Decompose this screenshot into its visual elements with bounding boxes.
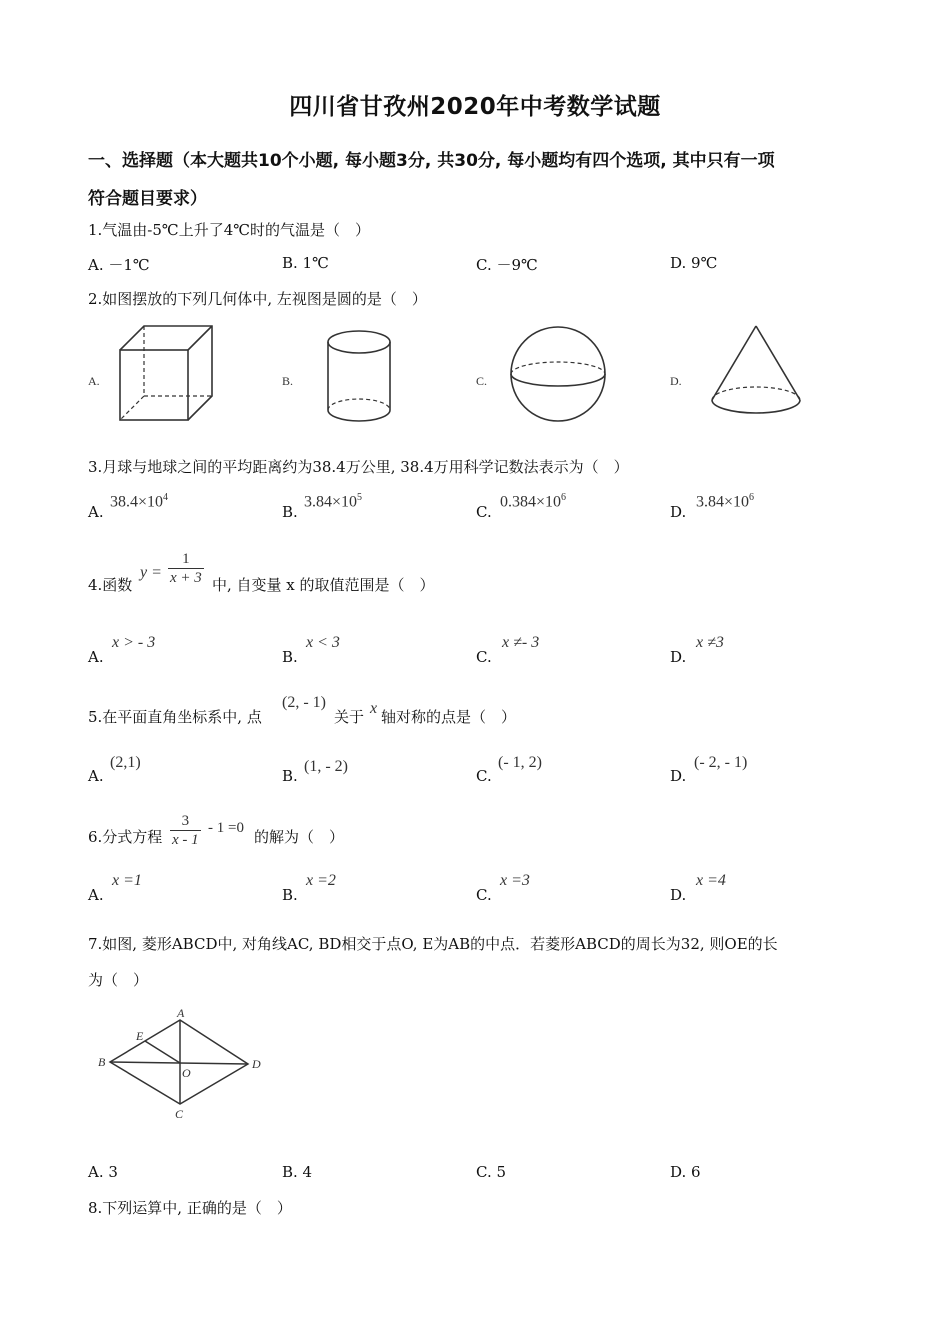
q2-label-c: C.: [476, 374, 488, 388]
q7-option-b: B. 4: [282, 1163, 313, 1181]
q5-option-b: (1, - 2): [304, 758, 348, 775]
q6-numerator: 3: [181, 813, 190, 829]
q5-option-d: (- 2, - 1): [694, 754, 748, 771]
section-heading-cont: 符合题目要求）: [88, 189, 207, 209]
q5-letter-a: A.: [88, 767, 104, 785]
question-8: 8.下列运算中, 正确的是（ ）: [88, 1199, 292, 1217]
q1-option-d: D. 9℃: [670, 254, 718, 272]
q6-fraction: [170, 812, 201, 849]
q4-option-d: x ≠3: [696, 634, 724, 651]
cone-figure: [708, 322, 804, 418]
q3-letter-a: A.: [88, 503, 104, 521]
q3-letter-c: C.: [476, 503, 492, 521]
question-5-middle: 关于: [334, 708, 365, 726]
question-7: 7.如图, 菱形ABCD中, 对角线AC, BD相交于点O, E为AB的中点．若菱形ABCD的周长为32, 则OE的长: [88, 935, 778, 953]
label-e: E: [136, 1029, 144, 1043]
section-heading: 一、选择题（本大题共10个小题, 每小题3分, 共30分, 每小题均有四个选项, 其中只有一项: [88, 151, 775, 171]
question-5-suffix: 轴对称的点是（ ）: [381, 708, 517, 726]
cube-figure: [118, 322, 218, 424]
q2-label-b: B.: [282, 374, 294, 388]
q4-denominator: x + 3: [170, 570, 202, 586]
q6-option-a: x =1: [112, 872, 142, 889]
question-7-cont: 为（ ）: [88, 971, 149, 989]
q3-option-c: $0.384\times 10^6$: [500, 492, 567, 511]
question-6-prefix: 6.分式方程: [88, 828, 163, 846]
rhombus-figure: [96, 1004, 268, 1124]
question-5-prefix: 5.在平面直角坐标系中, 点: [88, 708, 262, 726]
question-4-suffix: 中, 自变量 x 的取值范围是（ ）: [212, 576, 435, 594]
q3-option-d: $3.84\times 10^6$: [696, 492, 755, 511]
question-6-suffix: 的解为（ ）: [254, 828, 345, 846]
page-title: 四川省甘孜州2020年中考数学试题: [289, 94, 661, 120]
sphere-figure: [508, 324, 608, 424]
q4-numerator: 1: [182, 551, 190, 567]
q7-option-c: C. 5: [476, 1163, 507, 1181]
q4-fraction: [168, 550, 204, 587]
q6-letter-d: D.: [670, 886, 687, 904]
q4-letter-b: B.: [282, 648, 298, 666]
q5-point: (2, - 1): [282, 694, 326, 711]
q5-option-a: (2,1): [110, 754, 141, 771]
q5-axis: x: [370, 700, 378, 717]
label-c: C: [175, 1107, 184, 1121]
q1-option-c: C. －9℃: [476, 256, 538, 274]
q1-option-b: B. 1℃: [282, 254, 329, 272]
q5-option-c: (- 1, 2): [498, 754, 542, 771]
q2-label-d: D.: [670, 374, 682, 388]
q6-option-d: x =4: [696, 872, 726, 889]
q2-label-a: A.: [88, 374, 100, 388]
q1-option-a: A. －1℃: [88, 256, 150, 274]
q5-letter-c: C.: [476, 767, 492, 785]
q6-letter-c: C.: [476, 886, 492, 904]
question-1: 1.气温由-5℃上升了4℃时的气温是（ ）: [88, 221, 371, 239]
q3-letter-b: B.: [282, 503, 298, 521]
q6-letter-a: A.: [88, 886, 104, 904]
q3-option-b: $3.84\times 10^5$: [304, 492, 363, 511]
label-d: D: [252, 1057, 261, 1071]
q4-option-a: x > - 3: [112, 634, 156, 651]
q4-option-c: x ≠- 3: [502, 634, 540, 651]
label-a: A: [177, 1006, 185, 1020]
q3-letter-d: D.: [670, 503, 687, 521]
q6-denominator: x - 1: [172, 832, 199, 848]
label-o: O: [182, 1066, 191, 1080]
q5-letter-d: D.: [670, 767, 687, 785]
cylinder-figure: [324, 328, 394, 426]
question-2: 2.如图摆放的下列几何体中, 左视图是圆的是（ ）: [88, 290, 427, 308]
q4-letter-c: C.: [476, 648, 492, 666]
q6-option-b: x =2: [306, 872, 336, 889]
q6-letter-b: B.: [282, 886, 298, 904]
q6-rest: - 1 =0: [208, 820, 244, 836]
q4-letter-d: D.: [670, 648, 687, 666]
q4-option-b: x < 3: [306, 634, 340, 651]
q6-option-c: x =3: [500, 872, 530, 889]
q4-y-eq: y =: [140, 564, 162, 581]
q4-letter-a: A.: [88, 648, 104, 666]
label-b: B: [98, 1055, 106, 1069]
question-3: 3.月球与地球之间的平均距离约为38.4万公里, 38.4万用科学记数法表示为（ ）: [88, 458, 629, 476]
q3-option-a: $38.4\times 10^4$: [110, 492, 169, 511]
q7-option-d: D. 6: [670, 1163, 701, 1181]
q7-option-a: A. 3: [88, 1163, 118, 1181]
q5-letter-b: B.: [282, 767, 298, 785]
question-4-prefix: 4.函数: [88, 576, 133, 594]
